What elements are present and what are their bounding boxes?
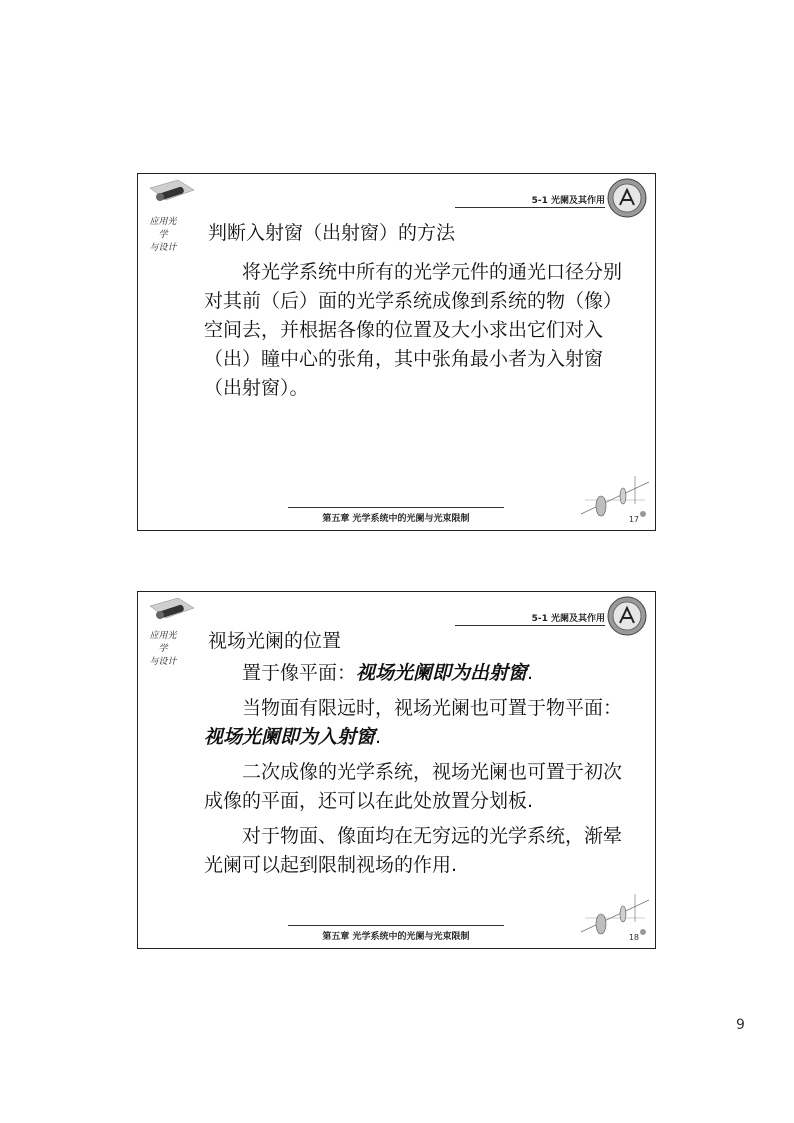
body-paragraph-3: 二次成像的光学系统，视场光阑也可置于初次成像的平面，还可以在此处放置分划板. xyxy=(204,761,623,812)
slide-title: 判断入射窗（出射窗）的方法 xyxy=(208,222,456,244)
optics-diagram-icon xyxy=(579,888,651,944)
slide-body xyxy=(204,659,624,886)
course-label-line1: 应用光学 xyxy=(149,217,177,240)
slide-footer: 第五章 光学系统中的光阑与光束限制 xyxy=(322,932,470,942)
course-label-line2: 与设计 xyxy=(149,243,177,253)
footer-divider xyxy=(288,507,504,508)
slide-footer: 第五章 光学系统中的光阑与光束限制 xyxy=(322,514,470,524)
slide-title: 视场光阑的位置 xyxy=(208,630,342,652)
footer-divider xyxy=(288,925,504,926)
university-emblem-icon xyxy=(607,596,647,636)
course-label-line2: 与设计 xyxy=(149,657,177,667)
p2-emphasis: 视场光阑即为入射窗 xyxy=(204,726,376,748)
p2-suffix: . xyxy=(375,726,382,748)
body-paragraph-4: 对于物面、像面均在无穷远的光学系统，渐晕光阑可以起到限制视场的作用. xyxy=(204,825,623,876)
body-paragraph: 将光学系统中所有的光学元件的通光口径分别对其前（后）面的光学系统成像到系统的物（像）空间去，并根据各像的位置及大小求出它们对入（出）瞳中心的张角，其中张角最小者为入射窗（出射窗）。 xyxy=(204,261,623,399)
slide-page-number: 18 xyxy=(628,933,639,942)
slide-17 xyxy=(137,173,656,531)
course-label xyxy=(146,630,180,669)
sheet-page-number: 9 xyxy=(736,1017,745,1033)
slide-body xyxy=(204,258,624,403)
course-label-line1: 应用光学 xyxy=(149,631,177,654)
section-tag: 5-1 光阑及其作用 xyxy=(531,196,605,206)
body-paragraph-2 xyxy=(204,694,624,752)
slide-page-number: 17 xyxy=(628,515,639,524)
section-divider xyxy=(455,625,605,626)
telescope-icon xyxy=(148,596,196,626)
optics-diagram-icon xyxy=(579,470,651,526)
slide-18 xyxy=(137,591,656,949)
university-emblem-icon xyxy=(607,178,647,218)
p1-prefix: 置于像平面： xyxy=(242,662,357,684)
p1-suffix: . xyxy=(527,662,534,684)
section-divider xyxy=(455,207,605,208)
course-label xyxy=(146,216,180,255)
body-paragraph-1 xyxy=(204,659,624,688)
telescope-icon xyxy=(148,178,196,208)
p1-emphasis: 视场光阑即为出射窗 xyxy=(356,662,528,684)
section-tag: 5-1 光阑及其作用 xyxy=(531,614,605,624)
p2-prefix: 当物面有限远时，视场光阑也可置于物平面： xyxy=(242,697,623,719)
